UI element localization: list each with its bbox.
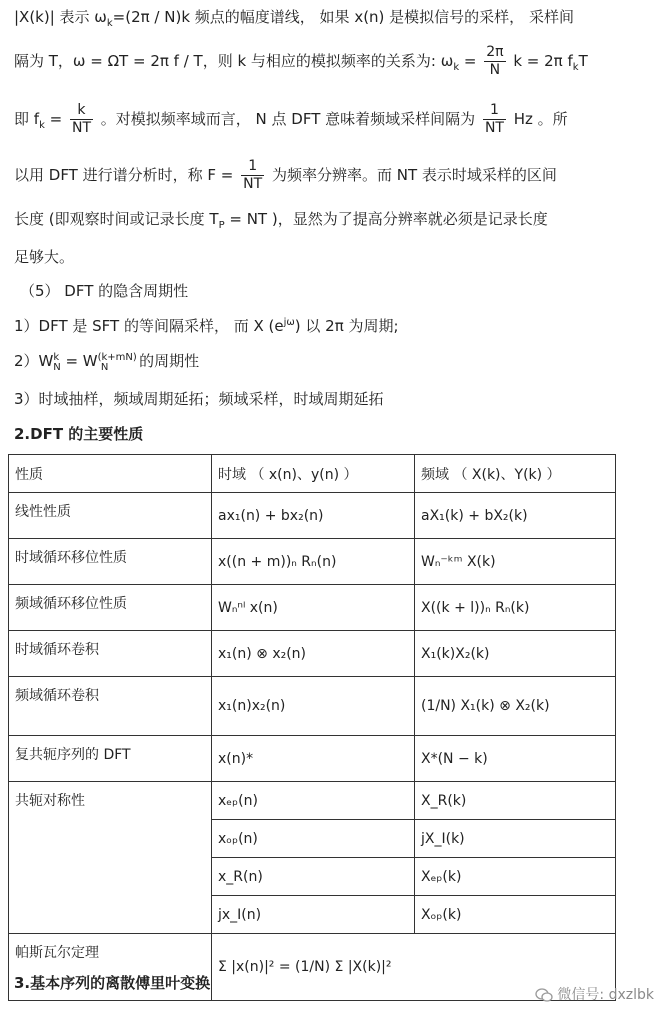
time-domain-cell: ax₁(n) + bx₂(n) bbox=[212, 493, 415, 539]
paragraph-line-3: 即 $f_k$ = $\frac{k}{NT}$ 。对模拟频率域而言， N 点 DFT 意味着频域采样间隔为 $\frac{1}{NT}$ Hz 。所 bbox=[14, 102, 568, 136]
periodicity-item-2: $2)W^k_N = W^{(k+mN)}_N$ 的周期性 bbox=[14, 352, 200, 373]
freq-domain-cell: X₁(k)X₂(k) bbox=[415, 631, 616, 677]
fraction-1-over-nt: $\frac{1}{NT}$ bbox=[484, 102, 504, 136]
time-domain-cell: x₁(n)x₂(n) bbox=[212, 677, 415, 736]
fraction-resolution: $\frac{1}{NT}$ bbox=[243, 158, 263, 192]
time-domain-cell: x((n + m))ₙ Rₙ(n) bbox=[212, 539, 415, 585]
freq-domain-cell: Xₒₚ(k) bbox=[415, 896, 616, 934]
freq-domain-cell: Xₑₚ(k) bbox=[415, 858, 616, 896]
periodicity-item-1: 1）DFT 是 SFT 的等间隔采样， 而 X $(e^{j\omega})$ 以 2π 为周期; bbox=[14, 317, 399, 335]
table-row bbox=[9, 736, 616, 782]
property-name: 共轭对称性 bbox=[9, 782, 212, 934]
freq-domain-cell: Wₙ⁻ᵏᵐ X(k) bbox=[415, 539, 616, 585]
dft-properties-table bbox=[8, 454, 616, 1001]
time-domain-cell: x(n)* bbox=[212, 736, 415, 782]
fraction-2pi-over-n: $\frac{2\pi}{N}$ bbox=[486, 44, 504, 78]
freq-domain-cell: X((k + l))ₙ Rₙ(k) bbox=[415, 585, 616, 631]
header-cell: 时域 （ x(n)、y(n) ） bbox=[212, 455, 415, 493]
wechat-icon bbox=[535, 988, 553, 1002]
paragraph-line-2: 隔为 T，ω = ΩT = 2π f / T，则 k 与相应的模拟频率的关系为: $\omega_k$ = $\frac{2\pi}{N}$ k = 2π $f_kT$ bbox=[14, 44, 588, 78]
property-name: 时域循环卷积 bbox=[9, 631, 212, 677]
table-row bbox=[9, 677, 616, 736]
time-domain-cell: x_R(n) bbox=[212, 858, 415, 896]
paragraph-line-6: 足够大。 bbox=[14, 248, 75, 266]
property-name: 复共轭序列的 DFT bbox=[9, 736, 212, 782]
time-domain-cell: jx_I(n) bbox=[212, 896, 415, 934]
time-domain-cell: xₑₚ(n) bbox=[212, 782, 415, 820]
table-header-row bbox=[9, 455, 616, 493]
property-name: 频域循环移位性质 bbox=[9, 585, 212, 631]
periodicity-heading: （5） DFT 的隐含周期性 bbox=[20, 282, 189, 300]
watermark-text: 微信号: dxzlbk bbox=[557, 987, 654, 1003]
freq-domain-cell: (1/N) X₁(k) ⊗ X₂(k) bbox=[415, 677, 616, 736]
section-3-title: 3.基本序列的离散傅里叶变换 bbox=[14, 974, 211, 992]
header-cell: 性质 bbox=[9, 455, 212, 493]
time-domain-cell: xₒₚ(n) bbox=[212, 820, 415, 858]
time-domain-cell: Wₙⁿˡ x(n) bbox=[212, 585, 415, 631]
freq-domain-cell: X*(N − k) bbox=[415, 736, 616, 782]
wechat-watermark bbox=[535, 984, 654, 1004]
table-row bbox=[9, 585, 616, 631]
periodicity-item-3: 3）时域抽样，频域周期延拓；频域采样，时域周期延拓 bbox=[14, 390, 384, 408]
property-name: 线性性质 bbox=[9, 493, 212, 539]
paragraph-line-4: 以用 DFT 进行谱分析时，称 F = $\frac{1}{NT}$ 为频率分辨率。而 NT 表示时域采样的区间 bbox=[14, 158, 557, 192]
table-row bbox=[9, 782, 616, 820]
property-name: 时域循环移位性质 bbox=[9, 539, 212, 585]
parseval-formula-cell: Σ |x(n)|² = (1/N) Σ |X(k)|² bbox=[212, 934, 616, 1001]
property-name: 帕斯瓦尔定理 bbox=[9, 934, 212, 1001]
freq-domain-cell: aX₁(k) + bX₂(k) bbox=[415, 493, 616, 539]
paragraph-line-1: |X(k)| 表示 $\omega_k=(2\pi / N)k$ 频点的幅度谱线， 如果 x(n) 是模拟信号的采样， 采样间 bbox=[14, 8, 574, 29]
fraction-k-over-nt: $\frac{k}{NT}$ bbox=[71, 102, 91, 136]
freq-domain-cell: jX_I(k) bbox=[415, 820, 616, 858]
freq-domain-cell: X_R(k) bbox=[415, 782, 616, 820]
table-row bbox=[9, 539, 616, 585]
table-row bbox=[9, 631, 616, 677]
table-row bbox=[9, 493, 616, 539]
property-name: 频域循环卷积 bbox=[9, 677, 212, 736]
header-cell: 频域 （ X(k)、Y(k) ） bbox=[415, 455, 616, 493]
paragraph-line-5: 长度 (即观察时间或记录长度 $T_P$ = NT )，显然为了提高分辨率就必须是记录长度 bbox=[14, 210, 548, 231]
time-domain-cell: x₁(n) ⊗ x₂(n) bbox=[212, 631, 415, 677]
section-2-title: 2.DFT 的主要性质 bbox=[14, 425, 144, 443]
